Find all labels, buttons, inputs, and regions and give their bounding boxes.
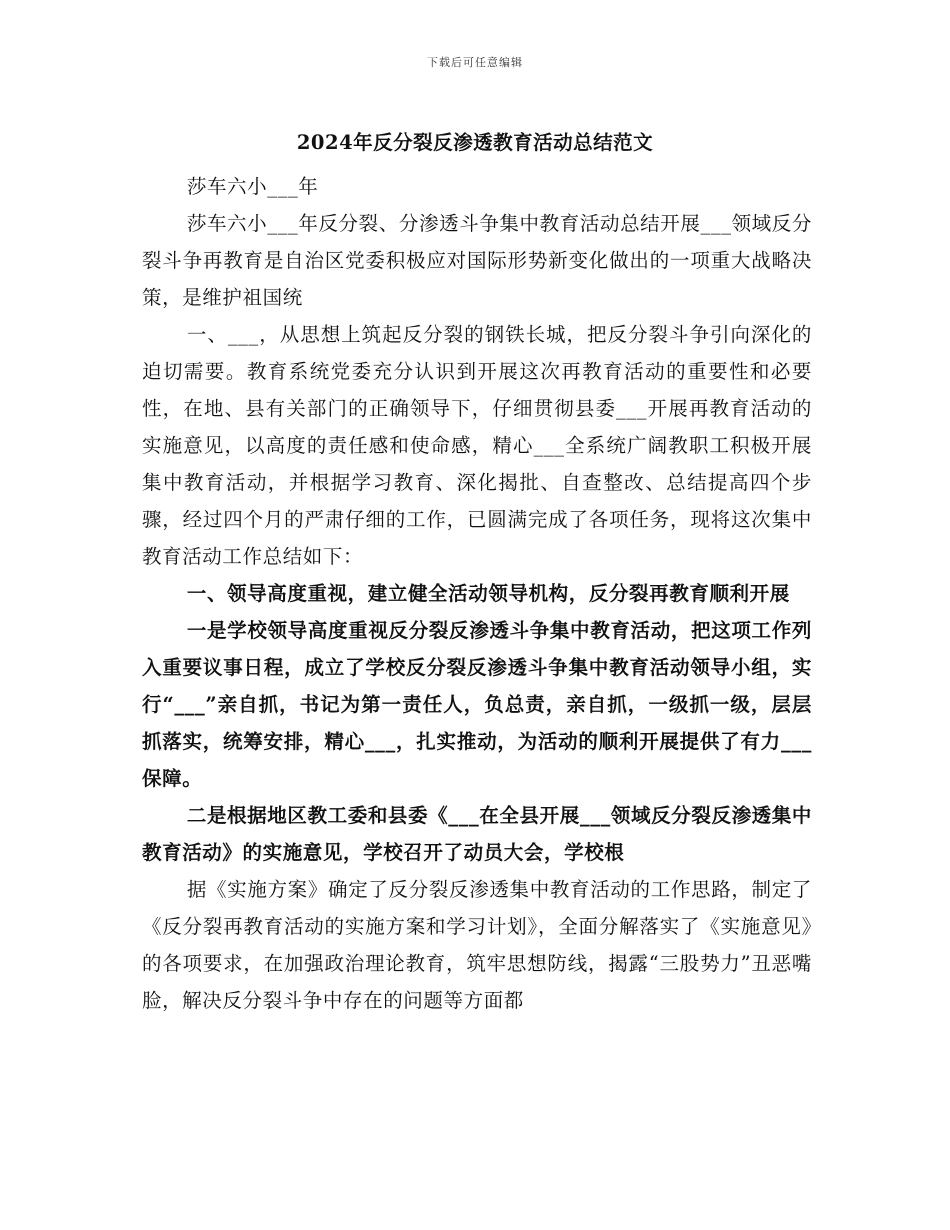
paragraph-school-year: 莎车六小___年 bbox=[186, 175, 319, 198]
document-body bbox=[142, 168, 812, 1019]
paragraph-background: 一、___，从思想上筑起反分裂的钢铁长城，把反分裂斗争引向深化的迫切需要。教育系统党委充分认识到开展这次再教育活动的重要性和必要性，在地、县有关部门的正确领导下，仔细贯彻县委___开展再教育活动的实施意见，以高度的责任感和使命感，精心___全系统广阔教职工积极开展集中教育活动，并根据学习教育、深化揭批、自查整改、总结提高四个步骤，经过四个月的严肃仔细的工作，已圆满完成了各项任务，现将这次集中教育活动工作总结如下： bbox=[142, 323, 812, 568]
paragraph-intro: 莎车六小___年反分裂、分渗透斗争集中教育活动总结开展___领域反分裂斗争再教育是自治区党委积极应对国际形势新变化做出的一项重大战略决策，是维护祖国统 bbox=[142, 212, 812, 309]
header-note: 下载后可任意编辑 bbox=[427, 56, 523, 69]
section-heading-1: 一、领导高度重视，建立健全活动领导机构，反分裂再教育顺利开展 bbox=[186, 582, 790, 605]
document-title: 2024年反分裂反渗透教育活动总结范文 bbox=[296, 131, 654, 154]
paragraph-point-2: 二是根据地区教工委和县委《___在全县开展___领域反分裂反渗透集中教育活动》的实施意见，学校召开了动员大会，学校根 bbox=[142, 804, 812, 864]
paragraph-point-1: 一是学校领导高度重视反分裂反渗透斗争集中教育活动，把这项工作列入重要议事日程，成立了学校反分裂反渗透斗争集中教育活动领导小组，实行“___”亲自抓，书记为第一责任人，负总责，亲自抓，一级抓一级，层层抓落实，统筹安排，精心___，扎实推动，为活动的顺利开展提供了有力___保障。 bbox=[142, 619, 812, 790]
paragraph-implementation: 据《实施方案》确定了反分裂反渗透集中教育活动的工作思路，制定了《反分裂再教育活动的实施方案和学习计划》，全面分解落实了《实施意见》的各项要求，在加强政治理论教育，筑牢思想防线，揭露“三股势力”丑恶嘴脸，解决反分裂斗争中存在的问题等方面都 bbox=[142, 878, 812, 1012]
